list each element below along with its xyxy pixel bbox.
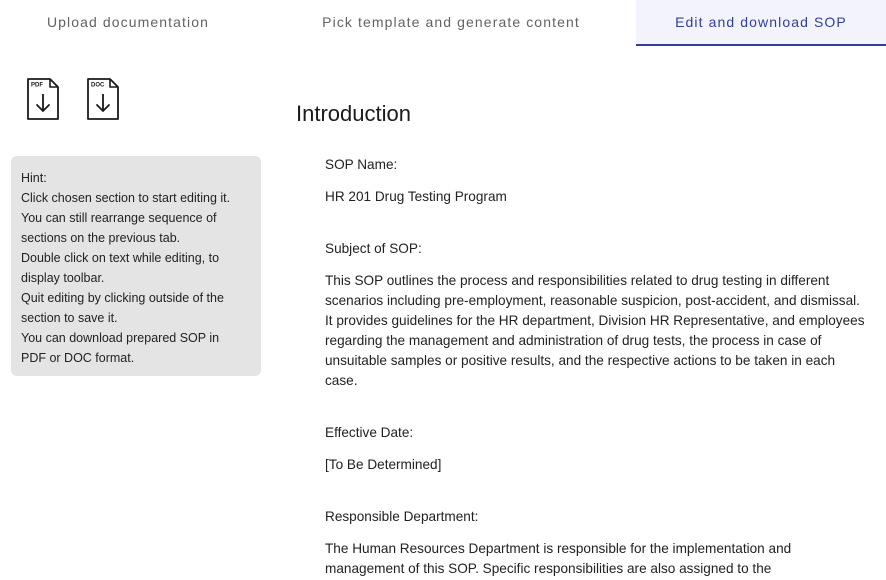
hint-box xyxy=(11,156,261,376)
field-value: The Human Resources Department is responsible for the implementation and management of this SOP. Specific responsibilities are also assigned to the xyxy=(325,541,792,576)
tab-pick-template[interactable]: Pick template and generate content xyxy=(322,14,580,30)
doc-label: DOC xyxy=(91,82,105,89)
field-sop-name[interactable] xyxy=(325,155,865,207)
hint-line: section to save it. xyxy=(21,311,118,325)
section-title: Introduction xyxy=(296,101,411,126)
field-label: Responsible Department: xyxy=(325,509,479,524)
hint-line: sections on the previous tab. xyxy=(21,231,181,245)
hint-line: You can download prepared SOP in xyxy=(21,331,220,345)
hint-line: Quit editing by clicking outside of the xyxy=(21,291,224,305)
field-value: [To Be Determined] xyxy=(325,457,442,472)
hint-line: Click chosen section to start editing it. xyxy=(21,191,231,205)
field-responsible-department[interactable] xyxy=(325,507,865,579)
download-pdf-button[interactable] xyxy=(26,78,60,120)
hint-line: Double click on text while editing, to xyxy=(21,251,220,265)
pdf-download-icon xyxy=(26,78,60,120)
field-label: Effective Date: xyxy=(325,425,414,440)
field-value: HR 201 Drug Testing Program xyxy=(325,189,507,204)
hint-line: PDF or DOC format. xyxy=(21,351,135,365)
hint-line: Hint: xyxy=(21,171,47,185)
hint-line: display toolbar. xyxy=(21,271,105,285)
doc-download-icon xyxy=(86,78,120,120)
field-value: This SOP outlines the process and responsibilities related to drug testing in different scenarios including pre-employment, reasonable suspicion, post-accident, and dismissal. It provides guidelines for the HR department, Division HR Representative, and employees regarding the management and administration of drug tests, the process in case of unsuitable samples or positive results, and the respective actions to be taken in each case. xyxy=(325,273,865,388)
step-tabs xyxy=(0,0,886,46)
pdf-label: PDF xyxy=(31,82,43,89)
download-doc-button[interactable] xyxy=(86,78,120,120)
field-label: SOP Name: xyxy=(325,157,398,172)
introduction-section[interactable] xyxy=(325,155,865,579)
tab-upload-documentation[interactable]: Upload documentation xyxy=(46,14,210,30)
hint-line: You can still rearrange sequence of xyxy=(21,211,217,225)
field-subject[interactable] xyxy=(325,239,865,391)
tab-edit-download-sop[interactable]: Edit and download SOP xyxy=(636,0,886,46)
field-label: Subject of SOP: xyxy=(325,241,422,256)
field-effective-date[interactable] xyxy=(325,423,865,475)
